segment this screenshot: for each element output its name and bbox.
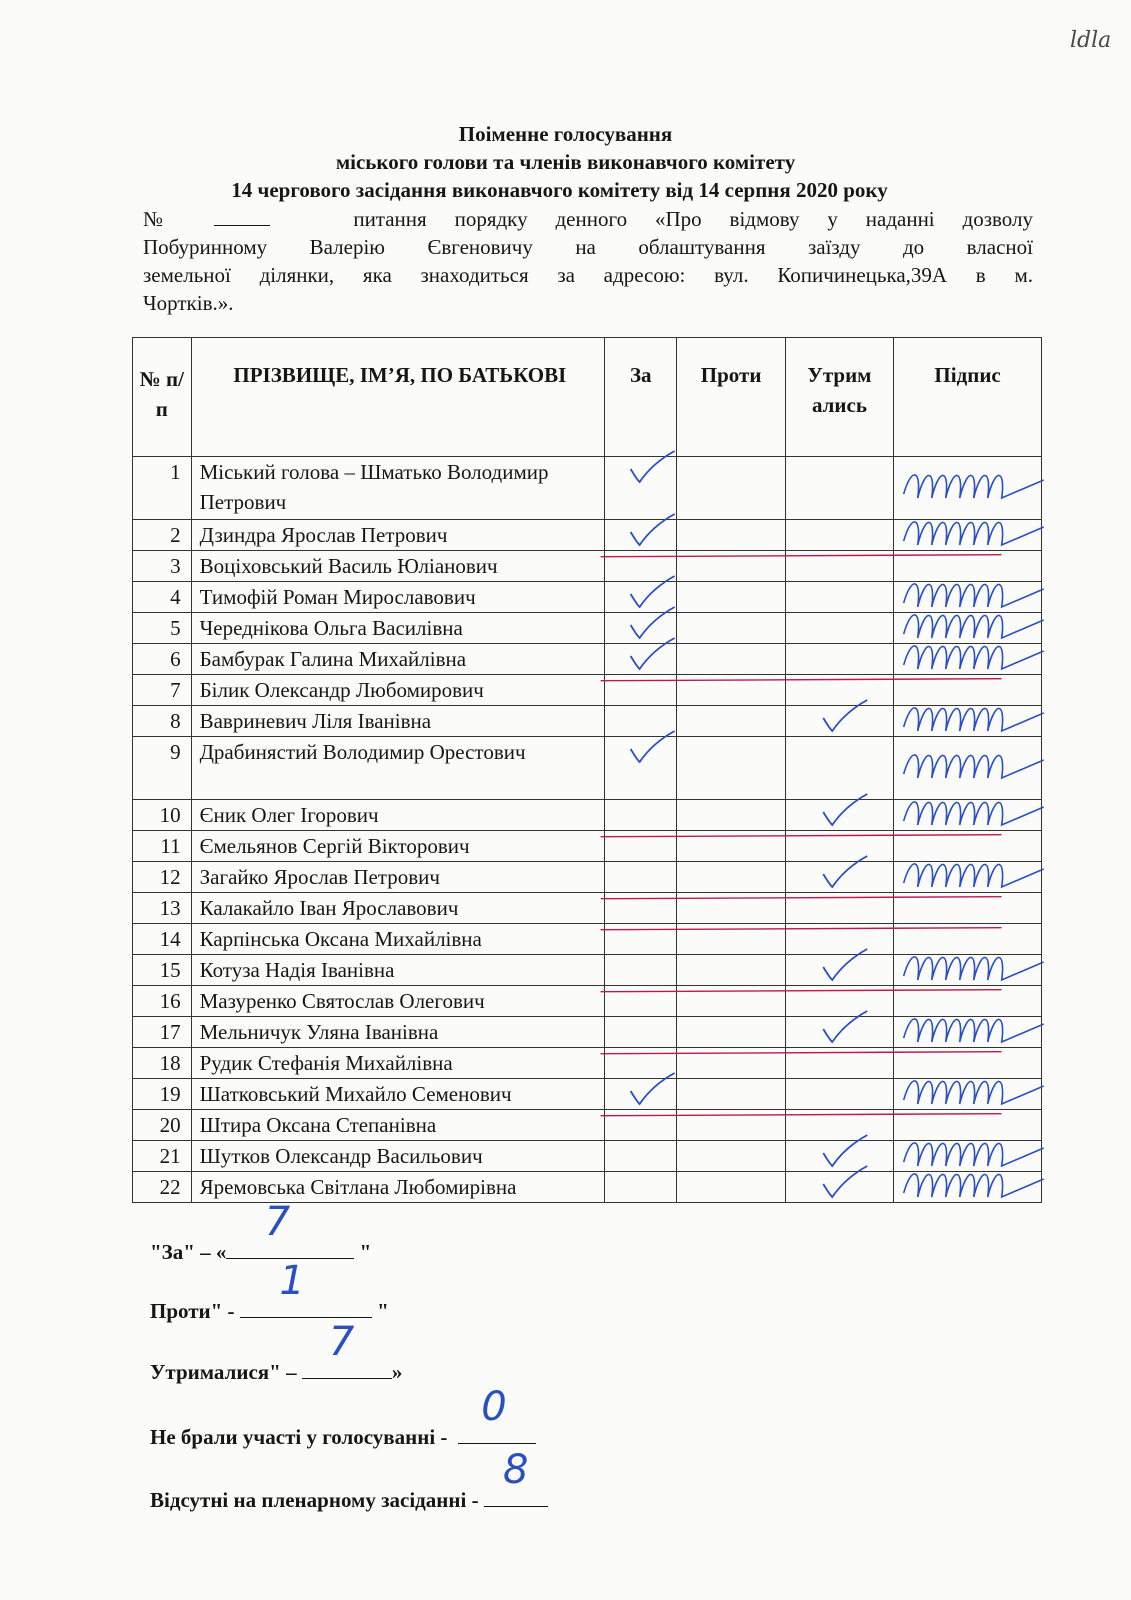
row-against-cell — [677, 706, 785, 737]
row-against-cell — [677, 1141, 785, 1172]
row-against-cell — [677, 675, 785, 706]
summary-for-field — [226, 1199, 354, 1259]
row-abstained-cell — [785, 986, 893, 1017]
row-name: Череднікова Ольга Василівна — [191, 613, 605, 644]
row-number: 13 — [133, 893, 192, 924]
row-name: Котуза Надія Іванівна — [191, 955, 605, 986]
summary-abstained-label: Утрималися" – — [150, 1360, 302, 1384]
row-abstained-cell — [785, 457, 893, 520]
table-row — [133, 551, 1042, 582]
summary-abstained-field — [302, 1319, 392, 1379]
row-name: Рудик Стефанія Михайлівна — [191, 1048, 605, 1079]
row-for-cell — [605, 675, 677, 706]
row-for-cell — [605, 1079, 677, 1110]
question-line-1: питання порядку денного «Про відмову у наданні дозволу — [353, 207, 1034, 231]
summary-against-label: Проти" - — [150, 1299, 240, 1323]
row-abstained-cell — [785, 520, 893, 551]
row-for-cell — [605, 831, 677, 862]
question-line-3: земельної ділянки, яка знаходиться за адресою: вул. Копичинецька,39А в м. — [143, 263, 1033, 287]
table-row — [133, 924, 1042, 955]
question-number-prefix: № — [143, 207, 186, 231]
row-number: 4 — [133, 582, 192, 613]
table-row — [133, 955, 1042, 986]
row-name: Білик Олександр Любомирович — [191, 675, 605, 706]
row-signature-cell — [894, 706, 1042, 737]
row-signature-cell — [894, 551, 1042, 582]
row-number: 18 — [133, 1048, 192, 1079]
row-for-cell — [605, 520, 677, 551]
row-against-cell — [677, 737, 785, 800]
row-abstained-cell — [785, 924, 893, 955]
row-abstained-cell — [785, 1079, 893, 1110]
session-info: 14 чергового засідання виконавчого комітету від 14 серпня 2020 року — [231, 178, 888, 202]
row-number: 12 — [133, 862, 192, 893]
corner-mark: ldla — [1070, 28, 1112, 53]
row-for-cell — [605, 706, 677, 737]
table-row — [133, 831, 1042, 862]
summary-for — [150, 1199, 372, 1266]
summary-for-value: 7 — [264, 1199, 291, 1245]
row-number: 15 — [133, 955, 192, 986]
row-for-cell — [605, 1017, 677, 1048]
row-abstained-cell — [785, 551, 893, 582]
row-for-cell — [605, 613, 677, 644]
row-name: Яремовська Світлана Любомирівна — [191, 1172, 605, 1203]
row-for-cell — [605, 457, 677, 520]
row-signature-cell — [894, 924, 1042, 955]
row-abstained-cell — [785, 893, 893, 924]
row-abstained-cell — [785, 831, 893, 862]
table-row — [133, 1172, 1042, 1203]
row-number: 14 — [133, 924, 192, 955]
row-for-cell — [605, 986, 677, 1017]
row-name: Драбинястий Володимир Орестович — [191, 737, 605, 800]
summary-not-participating-value: 0 — [481, 1384, 507, 1430]
summary-not-participating-label: Не брали участі у голосуванні - — [150, 1425, 453, 1449]
row-signature-cell — [894, 675, 1042, 706]
row-against-cell — [677, 924, 785, 955]
table-row — [133, 1079, 1042, 1110]
row-abstained-cell — [785, 955, 893, 986]
row-signature-cell — [894, 582, 1042, 613]
row-signature-cell — [894, 1110, 1042, 1141]
row-signature-cell — [894, 862, 1042, 893]
row-abstained-cell — [785, 582, 893, 613]
row-signature-cell — [894, 1172, 1042, 1203]
summary-absent-label: Відсутні на пленарному засіданні - — [150, 1488, 484, 1512]
row-for-cell — [605, 1110, 677, 1141]
row-against-cell — [677, 582, 785, 613]
row-signature-cell — [894, 1079, 1042, 1110]
summary-absent-field — [484, 1447, 548, 1507]
row-name: Воціховський Василь Юліанович — [191, 551, 605, 582]
table-row — [133, 737, 1042, 800]
row-for-cell — [605, 582, 677, 613]
summary-for-label: "За" – « — [150, 1240, 227, 1264]
header-for: За — [605, 338, 677, 457]
row-name: Міський голова – Шматько Володимир Петрович — [191, 457, 605, 520]
row-name: Карпінська Оксана Михайлівна — [191, 924, 605, 955]
row-for-cell — [605, 551, 677, 582]
row-name: Штира Оксана Степанівна — [191, 1110, 605, 1141]
header-signature: Підпис — [894, 338, 1042, 457]
table-row — [133, 986, 1042, 1017]
table-row — [133, 457, 1042, 520]
row-against-cell — [677, 831, 785, 862]
row-number: 10 — [133, 800, 192, 831]
row-abstained-cell — [785, 1141, 893, 1172]
row-number: 1 — [133, 457, 192, 520]
table-row — [133, 800, 1042, 831]
row-abstained-cell — [785, 1110, 893, 1141]
row-abstained-cell — [785, 737, 893, 800]
row-against-cell — [677, 457, 785, 520]
table-row — [133, 706, 1042, 737]
row-name: Шутков Олександр Васильович — [191, 1141, 605, 1172]
row-signature-cell — [894, 800, 1042, 831]
summary-for-label-end: " — [354, 1240, 372, 1264]
row-for-cell — [605, 893, 677, 924]
row-name: Ємельянов Сергій Вікторович — [191, 831, 605, 862]
row-against-cell — [677, 1172, 785, 1203]
roll-call-table — [132, 337, 1042, 1203]
row-name: Шатковський Михайло Семенович — [191, 1079, 605, 1110]
row-number: 7 — [133, 675, 192, 706]
row-number: 9 — [133, 737, 192, 800]
row-signature-cell — [894, 986, 1042, 1017]
row-name: Мазуренко Святослав Олегович — [191, 986, 605, 1017]
summary-abstained — [150, 1319, 403, 1386]
header-number: № п/ п — [133, 338, 192, 457]
table-row — [133, 1048, 1042, 1079]
row-against-cell — [677, 1110, 785, 1141]
table-row — [133, 675, 1042, 706]
row-for-cell — [605, 862, 677, 893]
row-signature-cell — [894, 955, 1042, 986]
table-row — [133, 644, 1042, 675]
row-number: 8 — [133, 706, 192, 737]
row-for-cell — [605, 1048, 677, 1079]
row-signature-cell — [894, 613, 1042, 644]
agenda-question — [143, 205, 1033, 317]
summary-absent — [150, 1447, 548, 1514]
row-number: 6 — [133, 644, 192, 675]
row-against-cell — [677, 893, 785, 924]
row-number: 17 — [133, 1017, 192, 1048]
row-name: Вавриневич Ліля Іванівна — [191, 706, 605, 737]
row-for-cell — [605, 1141, 677, 1172]
row-abstained-cell — [785, 1048, 893, 1079]
row-against-cell — [677, 986, 785, 1017]
table-row — [133, 893, 1042, 924]
row-abstained-cell — [785, 613, 893, 644]
row-abstained-cell — [785, 800, 893, 831]
row-number: 16 — [133, 986, 192, 1017]
table-header-row — [133, 338, 1042, 457]
row-signature-cell — [894, 737, 1042, 800]
row-for-cell — [605, 800, 677, 831]
summary-against-value: 1 — [279, 1258, 305, 1304]
table-row — [133, 613, 1042, 644]
row-number: 19 — [133, 1079, 192, 1110]
header-abstained: Утрим ались — [785, 338, 893, 457]
row-against-cell — [677, 955, 785, 986]
row-for-cell — [605, 955, 677, 986]
row-signature-cell — [894, 1048, 1042, 1079]
summary-abstained-value: 7 — [328, 1319, 355, 1365]
row-signature-cell — [894, 831, 1042, 862]
row-number: 21 — [133, 1141, 192, 1172]
row-signature-cell — [894, 893, 1042, 924]
summary-absent-value: 8 — [503, 1447, 529, 1493]
table-row — [133, 1141, 1042, 1172]
row-against-cell — [677, 1048, 785, 1079]
question-number-blank — [214, 209, 270, 226]
summary-against-field — [240, 1258, 372, 1318]
row-against-cell — [677, 1079, 785, 1110]
row-signature-cell — [894, 520, 1042, 551]
row-abstained-cell — [785, 675, 893, 706]
row-for-cell — [605, 737, 677, 800]
row-signature-cell — [894, 1017, 1042, 1048]
row-for-cell — [605, 644, 677, 675]
row-abstained-cell — [785, 1017, 893, 1048]
summary-abstained-label-end: » — [391, 1360, 403, 1384]
row-signature-cell — [894, 644, 1042, 675]
row-name: Калакайло Іван Ярославович — [191, 893, 605, 924]
question-line-4: Чортків.». — [143, 291, 234, 315]
row-against-cell — [677, 613, 785, 644]
header-against: Проти — [677, 338, 785, 457]
row-against-cell — [677, 800, 785, 831]
row-number: 3 — [133, 551, 192, 582]
row-abstained-cell — [785, 1172, 893, 1203]
summary-not-participating-field — [458, 1384, 536, 1444]
table-row — [133, 1110, 1042, 1141]
row-signature-cell — [894, 1141, 1042, 1172]
table-row — [133, 862, 1042, 893]
row-against-cell — [677, 862, 785, 893]
row-number: 2 — [133, 520, 192, 551]
table-row — [133, 520, 1042, 551]
row-name: Загайко Ярослав Петрович — [191, 862, 605, 893]
table-row — [133, 1017, 1042, 1048]
row-signature-cell — [894, 457, 1042, 520]
summary-not-participating — [150, 1384, 536, 1451]
document-subtitle: міського голови та членів виконавчого комітету — [335, 150, 796, 174]
row-name: Мельничук Уляна Іванівна — [191, 1017, 605, 1048]
row-abstained-cell — [785, 706, 893, 737]
document-title: Поіменне голосування — [458, 122, 673, 146]
row-against-cell — [677, 1017, 785, 1048]
row-against-cell — [677, 644, 785, 675]
header-name: ПРІЗВИЩЕ, ІМ’Я, ПО БАТЬКОВІ — [191, 338, 605, 457]
row-name: Єник Олег Ігорович — [191, 800, 605, 831]
row-abstained-cell — [785, 644, 893, 675]
row-abstained-cell — [785, 862, 893, 893]
table-row — [133, 582, 1042, 613]
row-name: Тимофій Роман Мирославович — [191, 582, 605, 613]
row-for-cell — [605, 1172, 677, 1203]
row-number: 5 — [133, 613, 192, 644]
row-number: 22 — [133, 1172, 192, 1203]
question-line-2: Побуринному Валерію Євгеновичу на облаштування заїзду до власної — [143, 235, 1033, 259]
row-against-cell — [677, 551, 785, 582]
row-name: Дзиндра Ярослав Петрович — [191, 520, 605, 551]
row-for-cell — [605, 924, 677, 955]
row-number: 20 — [133, 1110, 192, 1141]
row-against-cell — [677, 520, 785, 551]
row-name: Бамбурак Галина Михайлівна — [191, 644, 605, 675]
row-number: 11 — [133, 831, 192, 862]
summary-against-label-end: " — [371, 1299, 389, 1323]
